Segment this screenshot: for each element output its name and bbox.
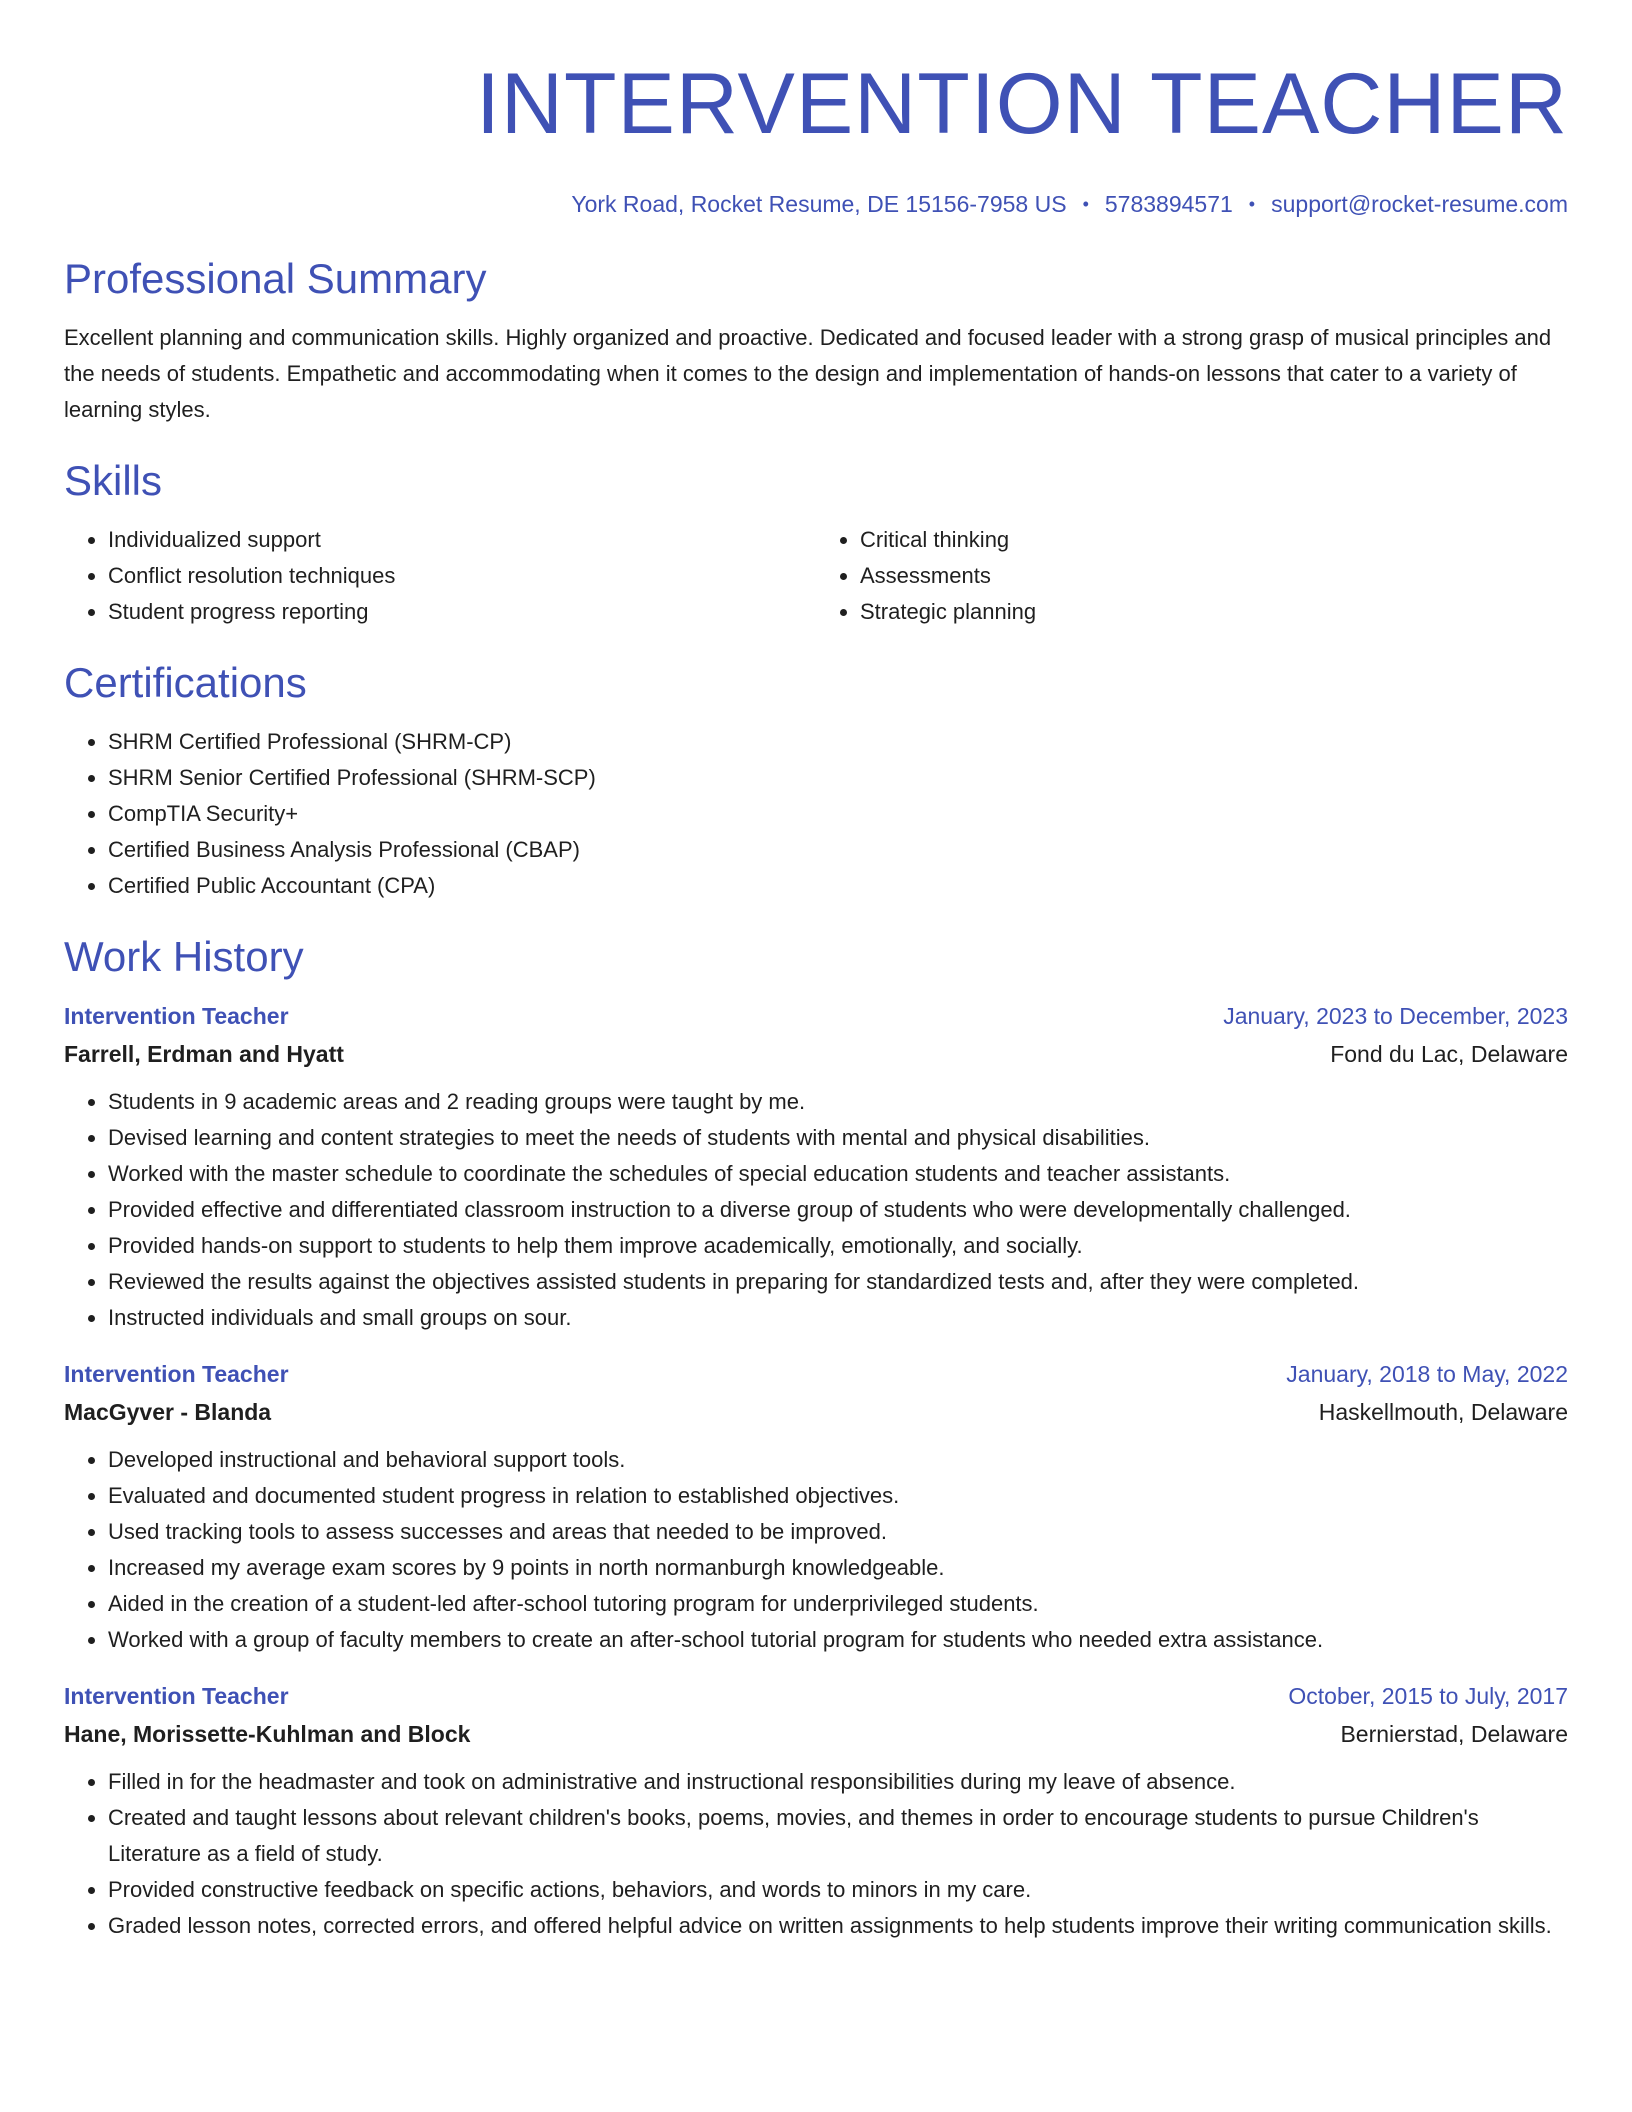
job-bullet: • Worked with the master schedule to coordinate the schedules of special education students and teacher assistants. bbox=[108, 1156, 1568, 1192]
job-company-row bbox=[64, 1392, 1568, 1432]
contact-line bbox=[64, 190, 1568, 218]
job-entry bbox=[64, 1678, 1568, 1944]
certification-item: • Certified Public Accountant (CPA) bbox=[108, 868, 1568, 904]
resume-header bbox=[64, 0, 1568, 218]
job-dates: January, 2023 to December, 2023 bbox=[1223, 1003, 1568, 1029]
job-bullet: • Increased my average exam scores by 9 points in north normanburgh knowledgeable. bbox=[108, 1550, 1568, 1586]
skills-column-left bbox=[64, 522, 816, 630]
job-header-row bbox=[64, 1678, 1568, 1714]
job-bullets bbox=[64, 1764, 1568, 1944]
work-history-section bbox=[64, 932, 1568, 1944]
job-location: Bernierstad, Delaware bbox=[1340, 1721, 1568, 1747]
section-title-skills: Skills bbox=[64, 457, 163, 504]
job-bullet: • Graded lesson notes, corrected errors, and offered helpful advice on written assignments to help students improve their writing communication skills. bbox=[108, 1908, 1568, 1944]
job-dates: January, 2018 to May, 2022 bbox=[1286, 1361, 1568, 1387]
skills-grid bbox=[64, 522, 1568, 630]
skill-item: • Individualized support bbox=[108, 522, 816, 558]
job-bullet: • Provided hands-on support to students to help them improve academically, emotionally, and socially. bbox=[108, 1228, 1568, 1264]
summary-text: Excellent planning and communication skills. Highly organized and proactive. Dedicated and focused leader with a strong grasp of musical principles and the needs of students. Empathetic and accommodating when it comes to the design and implementation of hands-on lessons that cater to a variety of learning styles. bbox=[64, 325, 1552, 422]
skills-section bbox=[64, 456, 1568, 630]
contact-email: support@rocket-resume.com bbox=[1271, 191, 1568, 217]
job-bullet: • Evaluated and documented student progress in relation to established objectives. bbox=[108, 1478, 1568, 1514]
job-location: Haskellmouth, Delaware bbox=[1318, 1399, 1568, 1425]
job-bullets bbox=[64, 1442, 1568, 1658]
job-entry bbox=[64, 998, 1568, 1336]
skill-item: • Strategic planning bbox=[860, 594, 1568, 630]
job-company: Farrell, Erdman and Hyatt bbox=[64, 1041, 344, 1067]
job-bullet: • Aided in the creation of a student-led after-school tutoring program for underprivileged students. bbox=[108, 1586, 1568, 1622]
job-entry bbox=[64, 1356, 1568, 1658]
contact-phone: 5783894571 bbox=[1104, 191, 1233, 217]
job-location: Fond du Lac, Delaware bbox=[1330, 1041, 1568, 1067]
job-company-row bbox=[64, 1714, 1568, 1754]
skills-list-right bbox=[816, 522, 1568, 630]
contact-separator: • bbox=[1248, 194, 1256, 214]
job-company: Hane, Morissette-Kuhlman and Block bbox=[64, 1721, 471, 1747]
certifications-list bbox=[64, 724, 1568, 904]
skill-item: • Critical thinking bbox=[860, 522, 1568, 558]
job-bullet: • Worked with a group of faculty members to create an after-school tutorial program for students who needed extra assistance. bbox=[108, 1622, 1568, 1658]
job-dates: October, 2015 to July, 2017 bbox=[1288, 1683, 1568, 1709]
job-bullet: • Provided constructive feedback on specific actions, behaviors, and words to minors in my care. bbox=[108, 1872, 1568, 1908]
certifications-section bbox=[64, 658, 1568, 904]
job-bullets bbox=[64, 1084, 1568, 1336]
job-bullet: • Reviewed the results against the objectives assisted students in preparing for standardized tests and, after they were completed. bbox=[108, 1264, 1568, 1300]
section-title-certifications: Certifications bbox=[64, 659, 307, 706]
job-bullet: • Filled in for the headmaster and took on administrative and instructional responsibilities during my leave of absence. bbox=[108, 1764, 1568, 1800]
job-header-row bbox=[64, 998, 1568, 1034]
job-bullet: • Used tracking tools to assess successes and areas that needed to be improved. bbox=[108, 1514, 1568, 1550]
certification-item: • CompTIA Security+ bbox=[108, 796, 1568, 832]
job-bullet: • Devised learning and content strategies to meet the needs of students with mental and physical disabilities. bbox=[108, 1120, 1568, 1156]
resume-name: INTERVENTION TEACHER bbox=[476, 56, 1568, 152]
job-company: MacGyver - Blanda bbox=[64, 1399, 272, 1425]
job-bullet: • Created and taught lessons about relevant children's books, poems, movies, and themes in order to encourage students to pursue Children's Literature as a field of study. bbox=[108, 1800, 1568, 1872]
job-bullet: • Instructed individuals and small groups on sour. bbox=[108, 1300, 1568, 1336]
skill-item: • Assessments bbox=[860, 558, 1568, 594]
job-bullet: • Developed instructional and behavioral support tools. bbox=[108, 1442, 1568, 1478]
section-title-work-history: Work History bbox=[64, 933, 304, 980]
skill-item: • Student progress reporting bbox=[108, 594, 816, 630]
job-title: Intervention Teacher bbox=[64, 1003, 289, 1029]
job-bullet: • Provided effective and differentiated classroom instruction to a diverse group of students who were developmentally challenged. bbox=[108, 1192, 1568, 1228]
job-header-row bbox=[64, 1356, 1568, 1392]
job-title: Intervention Teacher bbox=[64, 1361, 289, 1387]
job-bullet: • Students in 9 academic areas and 2 reading groups were taught by me. bbox=[108, 1084, 1568, 1120]
skills-column-right bbox=[816, 522, 1568, 630]
contact-separator: • bbox=[1082, 194, 1089, 214]
contact-address: York Road, Rocket Resume, DE 15156-7958 US bbox=[571, 191, 1067, 217]
certification-item: • SHRM Certified Professional (SHRM-CP) bbox=[108, 724, 1568, 760]
section-title-summary: Professional Summary bbox=[64, 255, 487, 302]
certification-item: • Certified Business Analysis Professional (CBAP) bbox=[108, 832, 1568, 868]
skills-list-left bbox=[64, 522, 816, 630]
job-company-row bbox=[64, 1034, 1568, 1074]
certification-item: • SHRM Senior Certified Professional (SHRM-SCP) bbox=[108, 760, 1568, 796]
job-title: Intervention Teacher bbox=[64, 1683, 289, 1709]
professional-summary-section bbox=[64, 254, 1568, 428]
skill-item: • Conflict resolution techniques bbox=[108, 558, 816, 594]
